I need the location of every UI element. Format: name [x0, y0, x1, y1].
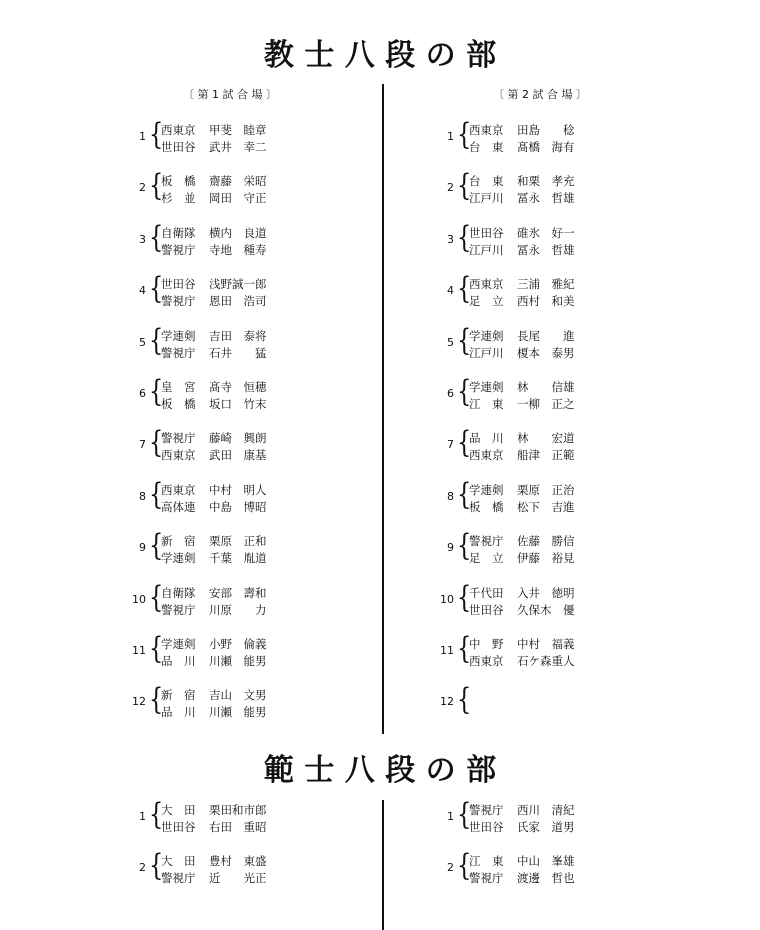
- name-a: 中村 福義: [517, 636, 575, 651]
- name-a: 栗原 正治: [517, 482, 575, 497]
- team-a: 西東京: [161, 123, 196, 137]
- team-b: 品 川: [161, 705, 196, 720]
- team-a: 新 宿: [161, 688, 196, 703]
- match-number: 5: [139, 335, 146, 349]
- brace-icon: {: [457, 848, 472, 884]
- name-b: 一柳 正之: [517, 396, 575, 411]
- name-a: 小野 倫義: [209, 636, 267, 651]
- match-number: 4: [447, 284, 454, 298]
- name-a: 横内 良道: [209, 225, 267, 240]
- team-a: 品 川: [469, 431, 504, 446]
- competitor-a: [161, 379, 267, 395]
- competitor-b: [161, 704, 267, 720]
- team-b: 足 立: [469, 294, 504, 309]
- section-title-hanshi: 範 士 八 段 の 部: [263, 753, 497, 788]
- competitor-b: [469, 293, 575, 309]
- brace-icon: {: [457, 322, 472, 358]
- team-a: 世田谷: [469, 225, 504, 240]
- team-b: 杉 並: [161, 191, 196, 206]
- team-a: 警視庁: [469, 534, 504, 549]
- competitor-a: [469, 430, 575, 446]
- competitor-a: [469, 379, 575, 395]
- brace-icon: {: [457, 373, 472, 409]
- team-b: 台 東: [469, 140, 504, 154]
- match-number: 7: [139, 438, 146, 452]
- competitor-b: [161, 602, 267, 618]
- team-b: 板 橋: [469, 499, 504, 514]
- match-number: 5: [447, 335, 454, 349]
- team-b: 世田谷: [469, 602, 504, 617]
- competitor-b: [469, 819, 575, 835]
- name-b: 坂口 竹末: [209, 396, 267, 411]
- name-b: 渡邊 哲也: [517, 871, 575, 886]
- brace-icon: {: [457, 219, 472, 255]
- team-a: 新 宿: [161, 534, 196, 549]
- team-b: 西東京: [161, 448, 196, 463]
- competitor-b: [469, 704, 517, 720]
- name-a: 栗田和市郎: [209, 803, 267, 817]
- name-a: 浅野誠一郎: [209, 277, 267, 292]
- competitor-a: [469, 482, 575, 498]
- team-a: 板 橋: [161, 174, 196, 189]
- competitor-a: [469, 802, 575, 818]
- name-a: 佐藤 勝信: [517, 534, 575, 549]
- team-a: 世田谷: [161, 277, 196, 292]
- match-number: 1: [447, 130, 454, 143]
- name-a: 吉田 泰将: [209, 328, 267, 343]
- brace-icon: {: [149, 797, 164, 832]
- team-b: 学連剣: [161, 551, 196, 566]
- match-number: 1: [139, 130, 146, 143]
- competitor-b: [161, 242, 267, 258]
- team-b: 警視庁: [161, 871, 196, 886]
- name-b: 川瀬 能男: [209, 705, 267, 720]
- team-b: 警視庁: [161, 242, 196, 257]
- name-b: 榎本 泰男: [517, 345, 575, 360]
- competitor-a: [469, 853, 575, 869]
- team-a: 中 野: [469, 636, 504, 651]
- brace-icon: {: [457, 476, 472, 512]
- match-number: 2: [139, 861, 146, 875]
- competitor-b: [469, 550, 575, 566]
- name-b: 武井 幸二: [209, 140, 267, 154]
- brace-icon: {: [149, 373, 164, 409]
- competitor-a: [469, 328, 575, 344]
- arena-2-label: 〔 第 2 試 合 場 〕: [493, 88, 587, 101]
- name-b: 近 光正: [209, 871, 267, 886]
- match-number: 8: [139, 489, 146, 503]
- name-a: 田島 稔: [517, 123, 575, 137]
- name-b: 岡田 守正: [209, 191, 267, 206]
- name-b: 中島 博昭: [209, 499, 267, 514]
- team-b: 世田谷: [161, 140, 196, 154]
- team-a: 江 東: [469, 854, 504, 869]
- team-b: 足 立: [469, 551, 504, 566]
- team-a: 台 東: [469, 174, 504, 189]
- team-a: 千代田: [469, 585, 504, 600]
- brace-icon: {: [149, 322, 164, 358]
- team-a: 学連剣: [161, 636, 196, 651]
- team-b: 西東京: [469, 653, 504, 668]
- name-b: 髙橋 海有: [517, 140, 575, 154]
- team-a: 警視庁: [161, 431, 196, 446]
- name-a: 林 信雄: [517, 379, 575, 394]
- competitor-b: [161, 499, 267, 515]
- competitor-b: [469, 653, 575, 669]
- match-number: 3: [139, 232, 146, 246]
- brace-icon: {: [149, 579, 164, 615]
- brace-icon: {: [457, 168, 472, 204]
- competitor-a: [161, 122, 267, 138]
- competitor-b: [161, 293, 267, 309]
- match-number: 11: [440, 643, 454, 657]
- column-divider-hanshi: [382, 800, 384, 930]
- name-b: 氏家 道男: [517, 820, 575, 834]
- competitor-a: [161, 585, 267, 601]
- brace-icon: {: [149, 117, 164, 152]
- brace-icon: {: [457, 271, 472, 307]
- competitor-a: [469, 533, 575, 549]
- competitor-a: [469, 225, 575, 241]
- competitor-b: [161, 819, 267, 835]
- name-a: 髙寺 恒穂: [209, 379, 267, 394]
- brace-icon: {: [149, 168, 164, 204]
- brace-icon: {: [149, 425, 164, 461]
- competitor-b: [469, 870, 575, 886]
- match-number: 8: [447, 489, 454, 503]
- brace-icon: {: [457, 528, 472, 564]
- competitor-a: [161, 853, 267, 869]
- name-a: 林 宏道: [517, 431, 575, 446]
- name-a: 中山 峯雄: [517, 854, 575, 869]
- brace-icon: {: [457, 682, 472, 718]
- match-number: 10: [132, 592, 146, 606]
- name-a: 齋藤 栄昭: [209, 174, 267, 189]
- competitor-a: [161, 636, 267, 652]
- arena-1-label: 〔 第 1 試 合 場 〕: [183, 88, 277, 101]
- match-number: 11: [132, 643, 146, 657]
- competitor-a: [161, 533, 267, 549]
- competitor-b: [469, 345, 575, 361]
- competitor-a: [469, 687, 517, 703]
- name-b: 右田 重昭: [209, 820, 267, 834]
- team-b: 板 橋: [161, 396, 196, 411]
- competitor-a: [469, 276, 575, 292]
- team-b: 警視庁: [161, 345, 196, 360]
- competitor-b: [469, 139, 575, 155]
- competitor-b: [469, 499, 575, 515]
- name-b: 伊藤 裕見: [517, 551, 575, 566]
- name-b: 武田 康基: [209, 448, 267, 463]
- team-a: 学連剣: [161, 328, 196, 343]
- team-a: 学連剣: [469, 328, 504, 343]
- competitor-a: [161, 687, 267, 703]
- name-a: 吉山 文男: [209, 688, 267, 703]
- match-number: 9: [447, 541, 454, 555]
- name-a: 西川 清紀: [517, 803, 575, 817]
- competitor-b: [469, 602, 575, 618]
- name-a: 和栗 孝充: [517, 174, 575, 189]
- team-a: 学連剣: [469, 379, 504, 394]
- competitor-b: [161, 550, 267, 566]
- brace-icon: {: [457, 630, 472, 666]
- competitor-b: [161, 870, 267, 886]
- name-a: 甲斐 睦章: [209, 123, 267, 137]
- name-b: 船津 正範: [517, 448, 575, 463]
- team-a: 西東京: [469, 277, 504, 292]
- team-b: 世田谷: [469, 820, 504, 834]
- name-b: 川原 力: [209, 602, 267, 617]
- name-b: 恩田 浩司: [209, 294, 267, 309]
- brace-icon: {: [149, 476, 164, 512]
- name-b: 冨永 哲雄: [517, 242, 575, 257]
- competitor-b: [161, 653, 267, 669]
- match-number: 6: [139, 386, 146, 400]
- team-b: 品 川: [161, 653, 196, 668]
- match-number: 1: [139, 810, 146, 823]
- competitor-a: [469, 122, 575, 138]
- team-a: 西東京: [469, 123, 504, 137]
- competitor-a: [161, 802, 267, 818]
- team-b: 世田谷: [161, 820, 196, 834]
- team-a: 自衛隊: [161, 585, 196, 600]
- team-a: 大 田: [161, 854, 196, 869]
- brace-icon: {: [149, 630, 164, 666]
- team-a: 警視庁: [469, 803, 504, 817]
- brace-icon: {: [149, 219, 164, 255]
- competitor-a: [161, 173, 267, 189]
- name-b: 千葉 胤道: [209, 551, 267, 566]
- competitor-b: [469, 396, 575, 412]
- competitor-a: [469, 636, 575, 652]
- column-divider: [382, 84, 384, 734]
- competitor-b: [161, 190, 267, 206]
- name-a: 藤崎 興朗: [209, 431, 267, 446]
- match-number: 4: [139, 284, 146, 298]
- competitor-b: [469, 242, 575, 258]
- team-a: 学連剣: [469, 482, 504, 497]
- competitor-a: [161, 225, 267, 241]
- competitor-a: [161, 328, 267, 344]
- competitor-b: [161, 345, 267, 361]
- competitor-a: [161, 276, 267, 292]
- match-number: 7: [447, 438, 454, 452]
- competitor-a: [161, 482, 267, 498]
- brace-icon: {: [149, 848, 164, 884]
- competitor-b: [469, 190, 575, 206]
- competitor-a: [161, 430, 267, 446]
- brace-icon: {: [457, 579, 472, 615]
- name-a: 豊村 東盛: [209, 854, 267, 869]
- name-b: 石井 猛: [209, 345, 267, 360]
- brace-icon: {: [149, 682, 164, 718]
- team-a: 西東京: [161, 482, 196, 497]
- name-a: 入井 徳明: [517, 585, 575, 600]
- name-b: 川瀬 能男: [209, 653, 267, 668]
- name-a: 碓氷 好一: [517, 225, 575, 240]
- team-a: 自衛隊: [161, 225, 196, 240]
- name-b: 冨永 哲雄: [517, 191, 575, 206]
- name-b: 松下 吉進: [517, 499, 575, 514]
- team-b: 江戸川: [469, 191, 504, 206]
- team-a: 大 田: [161, 803, 196, 817]
- team-b: 江戸川: [469, 345, 504, 360]
- match-number: 2: [447, 181, 454, 195]
- team-a: 皇 宮: [161, 379, 196, 394]
- name-a: 安部 壽和: [209, 585, 267, 600]
- match-number: 3: [447, 232, 454, 246]
- name-a: 中村 明人: [209, 482, 267, 497]
- name-b: 石ケ森重人: [517, 653, 575, 668]
- name-a: 三浦 雅紀: [517, 277, 575, 292]
- team-b: 江戸川: [469, 242, 504, 257]
- competitor-b: [161, 447, 267, 463]
- competitor-b: [469, 447, 575, 463]
- brace-icon: {: [457, 797, 472, 832]
- name-b: 西村 和美: [517, 294, 575, 309]
- match-number: 9: [139, 541, 146, 555]
- match-number: 2: [447, 861, 454, 875]
- match-number: 6: [447, 386, 454, 400]
- name-b: 久保木 優: [517, 602, 575, 617]
- competitor-a: [469, 585, 575, 601]
- team-b: 西東京: [469, 448, 504, 463]
- name-a: 栗原 正和: [209, 534, 267, 549]
- match-number: 10: [440, 592, 454, 606]
- brace-icon: {: [457, 117, 472, 152]
- team-b: 警視庁: [469, 871, 504, 886]
- name-b: 寺地 種寿: [209, 242, 267, 257]
- team-b: 警視庁: [161, 602, 196, 617]
- section-title-kyoshi: 教 士 八 段 の 部: [263, 38, 497, 73]
- team-b: 警視庁: [161, 294, 196, 309]
- competitor-b: [161, 396, 267, 412]
- match-number: 1: [447, 810, 454, 823]
- name-a: 長尾 進: [517, 328, 575, 343]
- brace-icon: {: [457, 425, 472, 461]
- competitor-a: [469, 173, 575, 189]
- match-number: 2: [139, 181, 146, 195]
- team-b: 高体連: [161, 499, 196, 514]
- brace-icon: {: [149, 271, 164, 307]
- team-b: 江 東: [469, 396, 504, 411]
- competitor-b: [161, 139, 267, 155]
- match-number: 12: [132, 695, 146, 709]
- brace-icon: {: [149, 528, 164, 564]
- match-number: 12: [440, 695, 454, 709]
